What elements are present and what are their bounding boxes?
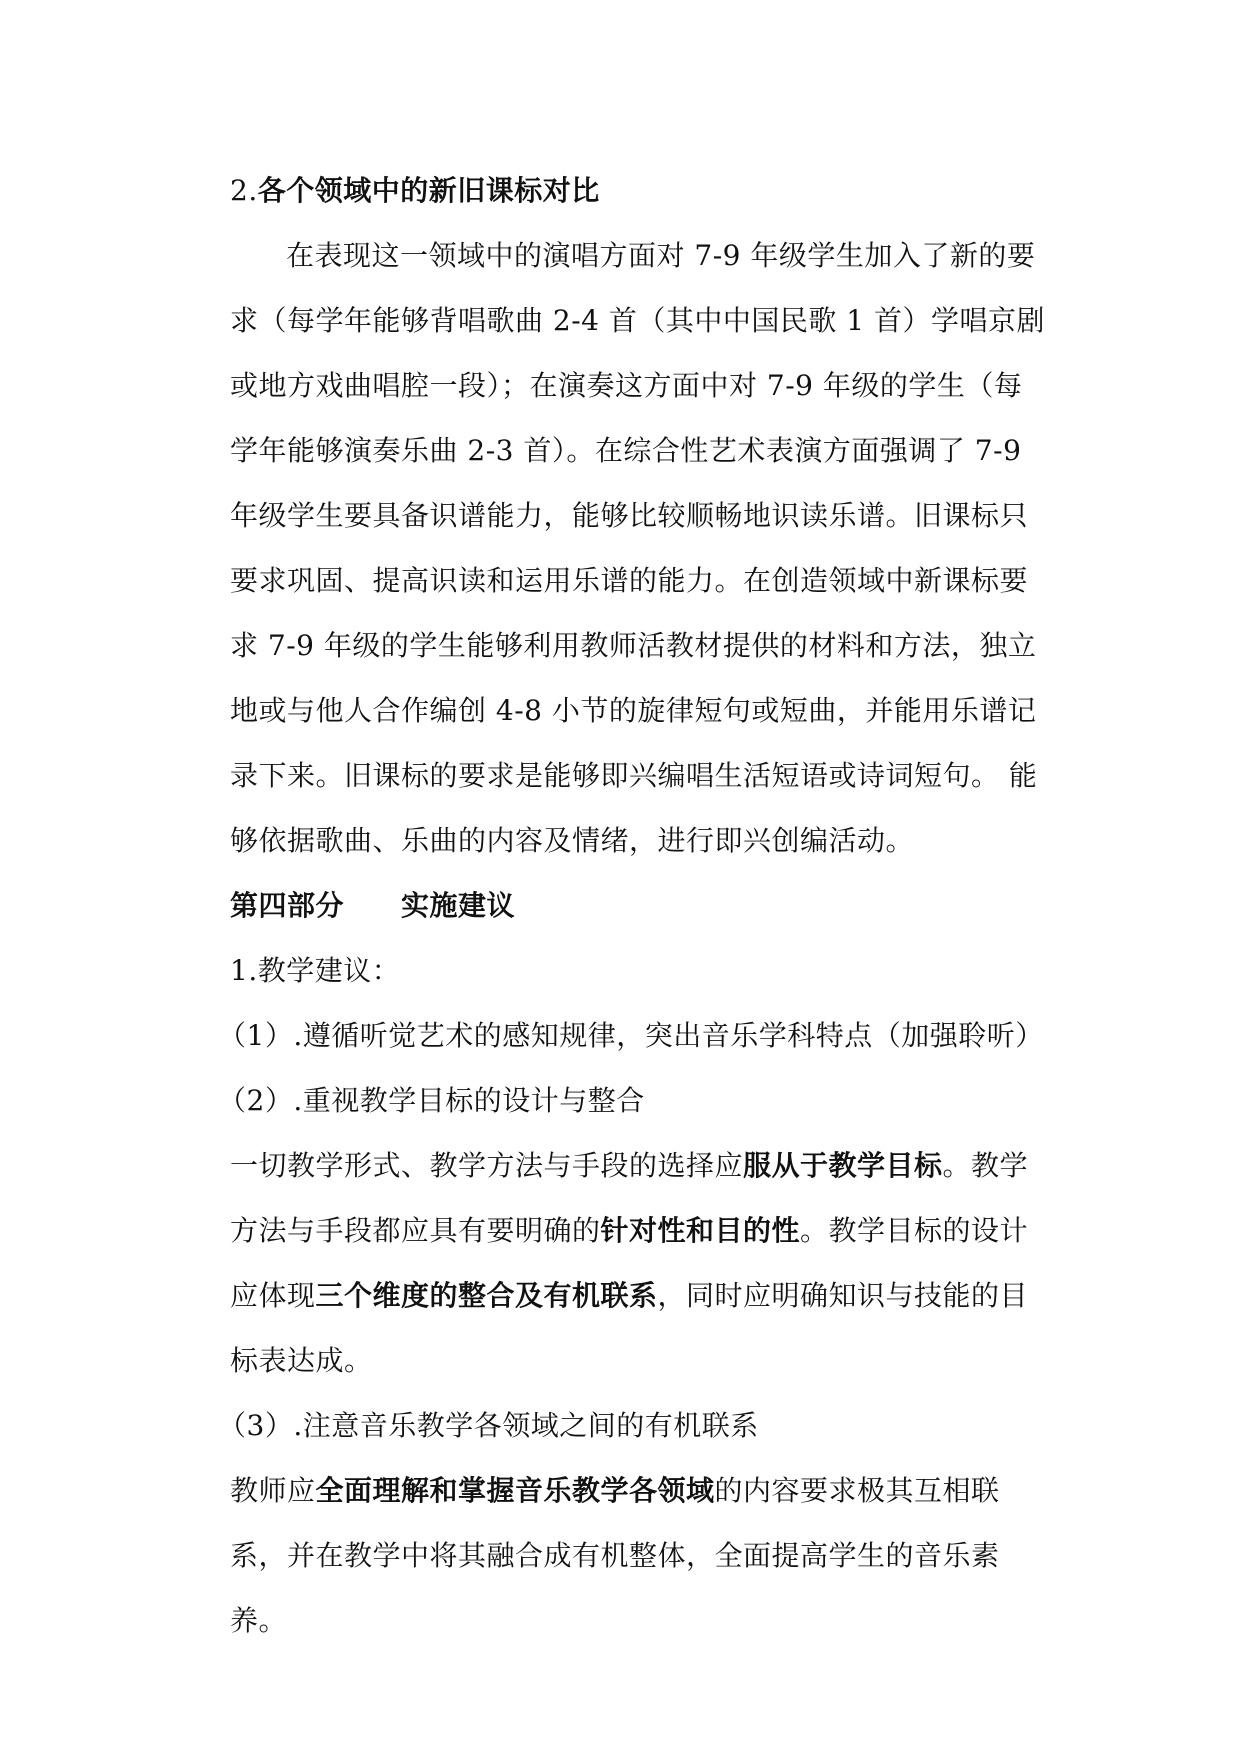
suggestion-item-2: （2）.重视教学目标的设计与整合 xyxy=(218,1084,645,1117)
section-heading xyxy=(230,158,1050,223)
comparison-paragraph: 在表现这一领域中的演唱方面对 7-9 年级学生加入了新的要求（每学年能够背唱歌曲 2-4 首（其中中国民歌 1 首）学唱京剧或地方戏曲唱腔一段）；在演奏这方面中对 7-9 年级的学生（每学年能够演奏乐曲 2-3 首）。在综合性艺术表演方面强调了 7-9 年级学生要具备识谱能力，能够比较顺畅地识读乐谱。旧课标只要求巩固、提高识读和运用乐谱的能力。在创造领域中新课标要求 7-9 年级的学生能够利用教师活教材提供的材料和方法，独立地或与他人合作编创 4-8 小节的旋律短句或短曲，并能用乐谱记录下来。旧课标的要求是能够即兴编唱生活短语或诗词短句。 能够依据歌曲、乐曲的内容及情绪，进行即兴创编活动。 xyxy=(230,239,1046,857)
item-3-text-2: 的内容要求极其互相联系，并在教学中将其融合成有机整体，全面提高学生的音乐素养。 xyxy=(230,1474,1000,1637)
item-2-bold-1: 服从于教学目标 xyxy=(743,1149,943,1182)
item-2-text-1: 一切教学形式、教学方法与手段的选择应 xyxy=(230,1149,744,1182)
item-2-text-4: ，同时应明确知识与技能的目标表达成。 xyxy=(230,1279,1029,1377)
teaching-suggestions-heading: 1.教学建议： xyxy=(230,954,401,987)
part-four-title: 第四部分 实施建议 xyxy=(230,889,516,922)
suggestion-item-2-body xyxy=(230,1133,1050,1393)
item-3-bold-1: 全面理解和掌握音乐教学各领域 xyxy=(315,1474,715,1507)
suggestion-item-3-body xyxy=(230,1458,1050,1653)
item-2-bold-2: 针对性和目的性 xyxy=(600,1214,801,1247)
suggestion-item-3: （3）.注意音乐教学各领域之间的有机联系 xyxy=(218,1409,759,1442)
item-2-bold-3: 三个维度的整合及有机联系 xyxy=(315,1279,658,1312)
item-2-text-2: 。教学方法与手段都应具有要明确的 xyxy=(230,1149,1029,1247)
item-3-text-1: 教师应 xyxy=(230,1474,316,1507)
document-body xyxy=(218,158,1050,1653)
item-2-text-3: 。教学目标的设计应体现 xyxy=(230,1214,1029,1312)
section-heading-number: 2. xyxy=(230,174,258,207)
section-heading-text: 各个领域中的新旧课标对比 xyxy=(257,174,600,207)
suggestion-item-1: （1）.遵循听觉艺术的感知规律，突出音乐学科特点（加强聆听） xyxy=(218,1019,1044,1052)
